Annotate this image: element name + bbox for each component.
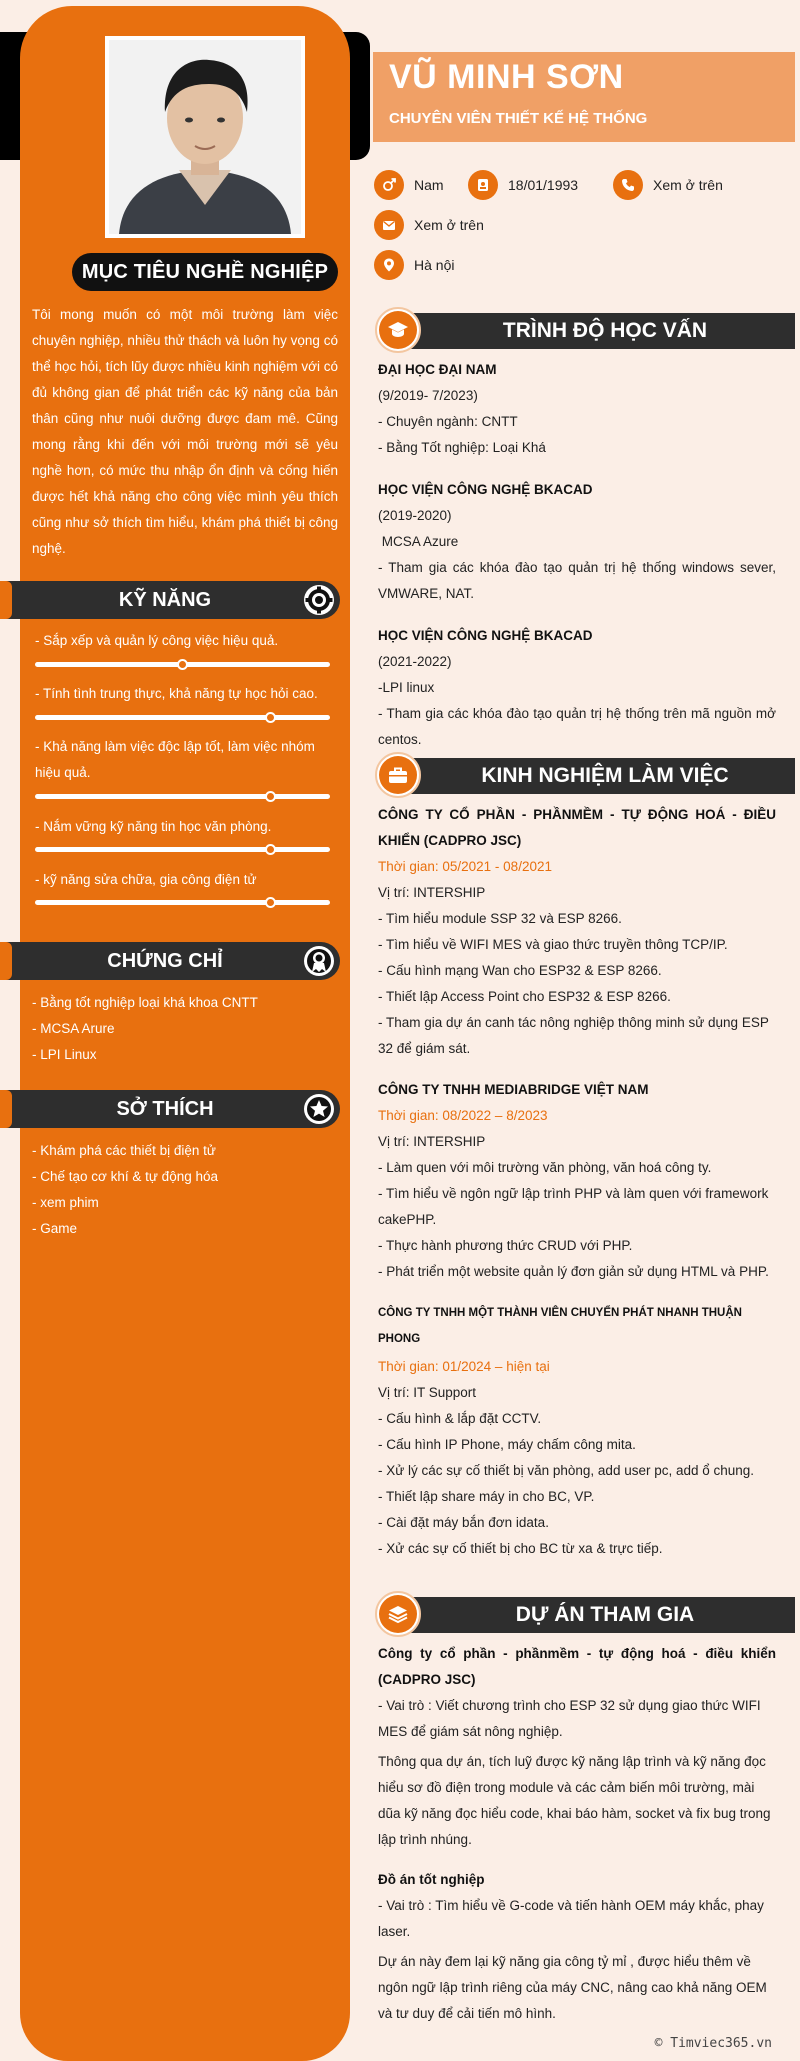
- school-name: ĐẠI HỌC ĐẠI NAM: [378, 362, 497, 377]
- job-position: Vị trí: INTERSHIP: [378, 885, 486, 900]
- hobbies-section-bar: [0, 1090, 340, 1128]
- experience-entry: [378, 1077, 776, 1285]
- skill-knob: [265, 712, 276, 723]
- project-name: Công ty cổ phần - phầnmềm - tự động hoá - điều khiển (CADPRO JSC): [378, 1646, 776, 1687]
- hobby-item: - xem phim: [32, 1195, 99, 1210]
- contact-dob: [468, 170, 578, 200]
- school-name: HỌC VIỆN CÔNG NGHỆ BKACAD: [378, 482, 593, 497]
- skill-item: - Khả năng làm việc độc lập tốt, làm việc nhóm hiệu quả.: [35, 739, 315, 780]
- avatar: [105, 36, 305, 238]
- projects-list: [378, 1641, 776, 2027]
- layers-icon: [379, 1595, 417, 1633]
- job-title: CHUYÊN VIÊN THIẾT KẾ HỆ THỐNG: [389, 110, 648, 127]
- projects-section-bar: [375, 1595, 795, 1633]
- education-line: MCSA Azure: [378, 534, 459, 549]
- job-duty: - Cấu hình & lắp đặt CCTV.: [378, 1411, 542, 1426]
- contact-gender: [374, 170, 444, 200]
- address-value: Hà nội: [414, 257, 455, 273]
- job-duty: - Phát triển một website quản lý đơn giản sử dụng HTML và PHP.: [378, 1264, 769, 1279]
- company-name: CÔNG TY CỔ PHẦN - PHẦNMỀM - TỰ ĐỘNG HOÁ - ĐIỀU KHIỂN (CADPRO JSC): [378, 807, 776, 848]
- gender-value: Nam: [414, 177, 444, 193]
- projects-title: DỰ ÁN THAM GIA: [515, 1603, 695, 1626]
- company-name: CÔNG TY TNHH MỘT THÀNH VIÊN CHUYỂN PHÁT NHANH THUẬN PHONG: [378, 1307, 742, 1345]
- job-duty: - Xử lý các sự cố thiết bị văn phòng, add user pc, add ổ chung.: [378, 1463, 755, 1478]
- star-icon: [304, 1094, 334, 1124]
- project-desc: Thông qua dự án, tích luỹ được kỹ năng lập trình và kỹ năng đọc hiểu sơ đồ điện trong module và các cảm biến môi trường, mài dũa kỹ năng đọc hiểu code, khai báo hàm, socket và fix bug trong lập trình nhúng.: [378, 1754, 771, 1847]
- experience-section-bar: [375, 756, 795, 794]
- job-duty: - Tìm hiểu module SSP 32 và ESP 8266.: [378, 911, 622, 926]
- contact-email: [374, 210, 484, 240]
- skill-knob: [265, 791, 276, 802]
- job-position: Vị trí: IT Support: [378, 1385, 477, 1400]
- skill-bar: [35, 847, 330, 852]
- dob-value: 18/01/1993: [508, 177, 579, 193]
- school-time: (2019-2020): [378, 508, 452, 523]
- skill-bar: [35, 900, 330, 905]
- job-time: Thời gian: 05/2021 - 08/2021: [378, 859, 552, 874]
- education-line: - Tham gia các khóa đào tạo quản trị hệ thống windows sever, VMWARE, NAT.: [378, 560, 776, 601]
- job-duty: - Tìm hiểu về ngôn ngữ lập trình PHP và làm quen với framework cakePHP.: [378, 1186, 769, 1227]
- contact-address: [374, 250, 454, 280]
- award-icon: [304, 946, 334, 976]
- avatar-portrait-icon: [109, 40, 301, 234]
- cert-item: - MCSA Arure: [32, 1021, 115, 1036]
- calendar-icon: [468, 170, 498, 200]
- job-duty: - Cấu hình mạng Wan cho ESP32 & ESP 8266.: [378, 963, 662, 978]
- graduation-cap-icon: [379, 311, 417, 349]
- hobby-item: - Game: [32, 1221, 78, 1236]
- project-name: Đồ án tốt nghiệp: [378, 1872, 485, 1887]
- education-line: - Chuyên ngành: CNTT: [378, 414, 518, 429]
- skill-item: - Tính tình trung thực, khả năng tự học hỏi cao.: [35, 686, 318, 701]
- job-duty: - Thiết lập Access Point cho ESP32 & ESP 8266.: [378, 989, 671, 1004]
- project-entry: [378, 1641, 776, 1853]
- name-header: [373, 52, 795, 142]
- briefcase-icon: [379, 756, 417, 794]
- education-entry: [378, 477, 776, 607]
- skill-knob: [177, 659, 188, 670]
- education-line: - Tham gia các khóa đào tạo quản trị hệ thống trên mã nguồn mở centos.: [378, 706, 776, 747]
- school-name: HỌC VIỆN CÔNG NGHỆ BKACAD: [378, 628, 593, 643]
- experience-entry: [378, 1300, 776, 1562]
- job-duty: - Xử các sự cố thiết bị cho BC từ xa & trực tiếp.: [378, 1541, 663, 1556]
- school-time: (2021-2022): [378, 654, 452, 669]
- gender-icon: [374, 170, 404, 200]
- experience-list: [378, 802, 776, 1562]
- project-entry: [378, 1867, 776, 2027]
- company-name: CÔNG TY TNHH MEDIABRIDGE VIỆT NAM: [378, 1082, 649, 1097]
- goal-title: MỤC TIÊU NGHỀ NGHIỆP: [72, 253, 338, 291]
- skills-title: KỸ NĂNG: [118, 589, 212, 611]
- gear-icon: [304, 585, 334, 615]
- job-duty: - Cài đặt máy bắn đơn idata.: [378, 1515, 549, 1530]
- education-entry: [378, 357, 776, 461]
- job-time: Thời gian: 08/2022 – 8/2023: [378, 1108, 548, 1123]
- skills-section-bar: [0, 581, 340, 619]
- phone-value: Xem ở trên: [653, 177, 723, 193]
- education-list: [378, 357, 776, 753]
- job-duty: - Tìm hiểu về WIFI MES và giao thức truyền thông TCP/IP.: [378, 937, 728, 952]
- contact-phone: [613, 170, 723, 200]
- hobbies-list: [32, 1138, 342, 1242]
- cert-item: - Bằng tốt nghiệp loại khá khoa CNTT: [32, 995, 258, 1010]
- email-icon: [374, 210, 404, 240]
- cert-item: - LPI Linux: [32, 1047, 97, 1062]
- skill-bar: [35, 662, 330, 667]
- skill-knob: [265, 897, 276, 908]
- skill-item: - Sắp xếp và quản lý công việc hiệu quả.: [35, 633, 279, 648]
- education-title: TRÌNH ĐỘ HỌC VẤN: [502, 319, 708, 342]
- skill-item: - Nắm vững kỹ năng tin học văn phòng.: [35, 819, 272, 834]
- project-desc: Dự án này đem lại kỹ năng gia công tỷ mỉ , được hiểu thêm về ngôn ngữ lập trình riêng của máy CNC, nâng cao khả năng OEM và tư duy để cải tiến mô hình.: [378, 1954, 767, 2021]
- job-duty: - Cấu hình IP Phone, máy chấm công mita.: [378, 1437, 636, 1452]
- left-column: [20, 6, 350, 2061]
- skill-knob: [265, 844, 276, 855]
- project-role: - Vai trò : Viết chương trình cho ESP 32 sử dụng giao thức WIFI MES để giám sát nông nghiệp.: [378, 1698, 761, 1739]
- education-section-bar: [375, 311, 795, 349]
- education-entry: [378, 623, 776, 753]
- job-duty: - Làm quen với môi trường văn phòng, văn hoá công ty.: [378, 1160, 712, 1175]
- education-line: - Bằng Tốt nghiệp: Loại Khá: [378, 440, 546, 455]
- hobby-item: - Chế tạo cơ khí & tự động hóa: [32, 1169, 218, 1184]
- skill-item: - kỹ năng sửa chữa, gia công điện tử: [35, 872, 257, 887]
- job-duty: - Thiết lập share máy in cho BC, VP.: [378, 1489, 595, 1504]
- full-name: VŨ MINH SƠN: [389, 58, 624, 96]
- certs-list: [32, 990, 342, 1068]
- phone-icon: [613, 170, 643, 200]
- job-duty: - Tham gia dự án canh tác nông nghiệp thông minh sử dụng ESP 32 để giám sát.: [378, 1015, 769, 1056]
- job-duty: - Thực hành phương thức CRUD với PHP.: [378, 1238, 633, 1253]
- school-time: (9/2019- 7/2023): [378, 388, 478, 403]
- experience-title: KINH NGHIỆM LÀM VIỆC: [481, 764, 729, 787]
- experience-entry: [378, 802, 776, 1062]
- goal-text: Tôi mong muốn có một môi trường làm việc chuyên nghiệp, nhiều thử thách và luôn hy vọng có thể học hỏi, tích lũy được nhiều kinh nghiệm với có đủ không gian để phát triển các kỹ năng của bản thân cũng như nuôi dưỡng được đam mê. Cũng mong rằng khi đến với môi trường mới sẽ yêu nghề hơn, có mức thu nhập ổn định và cống hiến được hết khả năng cho công việc mình yêu thích cũng như sở thích tìm hiểu, khám phá thiết bị công nghệ.: [32, 307, 338, 556]
- location-icon: [374, 250, 404, 280]
- copyright: © Timviec365.vn: [654, 2036, 772, 2051]
- hobbies-title: SỞ THÍCH: [116, 1098, 214, 1120]
- skill-bar: [35, 794, 330, 799]
- certs-title: CHỨNG CHỈ: [107, 950, 223, 972]
- education-line: -LPI linux: [378, 680, 435, 695]
- job-time: Thời gian: 01/2024 – hiện tại: [378, 1359, 550, 1374]
- certs-section-bar: [0, 942, 340, 980]
- email-value: Xem ở trên: [414, 217, 484, 233]
- skill-bar: [35, 715, 330, 720]
- job-position: Vị trí: INTERSHIP: [378, 1134, 486, 1149]
- project-role: - Vai trò : Tìm hiểu về G-code và tiến hành OEM máy khắc, phay laser.: [378, 1898, 764, 1939]
- hobby-item: - Khám phá các thiết bị điện tử: [32, 1143, 216, 1158]
